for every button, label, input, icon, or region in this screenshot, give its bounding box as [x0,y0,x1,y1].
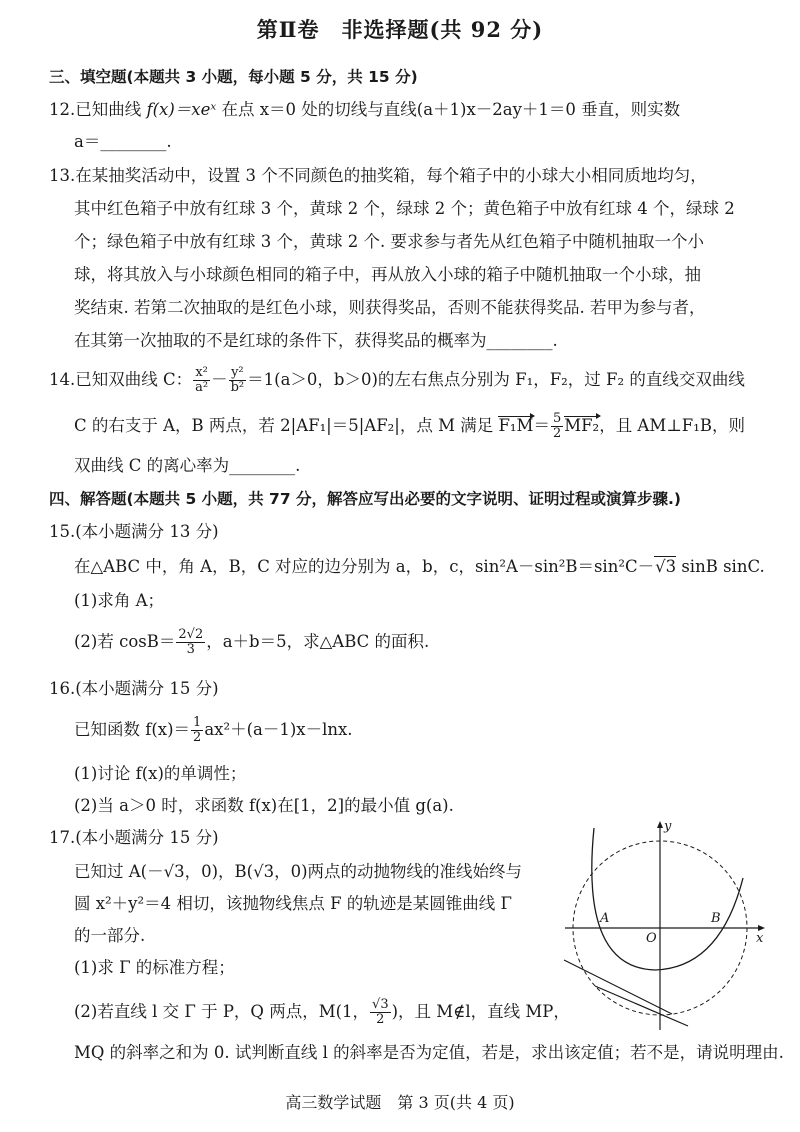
q12-line2: a＝________. [74,132,172,151]
q16-score: (本小题满分 15 分) [75,679,219,698]
q15-part2-a: (2)若 cosB＝ [74,632,176,651]
q14-text-c: C 的右支于 A，B 两点，若 2|AF₁|＝5|AF₂|，点 M 满足 [74,416,499,435]
q12-number: 12. [49,100,76,119]
q14-minus: － [211,370,228,389]
q14-frac-5-2 [551,412,563,441]
label-A: A [600,911,610,926]
tangent-line-1 [564,960,672,1014]
vector-F1M: F₁M [498,416,534,435]
frac-numerator: 5 [552,411,562,426]
q15-part2 [74,624,429,660]
q16-header [49,678,219,700]
tangent-line-2 [595,986,688,1026]
q15-header [49,521,219,543]
q16-number: 16. [49,679,76,698]
q14-line3: 双曲线 C 的离心率为________. [74,456,301,475]
page-title: 第Ⅱ卷 非选择题(共 92 分) [256,17,544,42]
q16-line1 [74,712,353,748]
q14-text-a: 已知双曲线 C： [75,370,193,389]
q15-text-a: 在△ABC 中，角 A，B，C 对应的边分别为 a，b，c，sin²A－sin²B＝sin²C－ [74,557,655,576]
q15-text-b: sinB sinC. [676,557,765,576]
q16-text-a: 已知函数 f(x)＝ [74,720,191,739]
q12-text-a: 已知曲线 [75,100,147,119]
section4-heading: 四、解答题(本题共 5 小题，共 77 分，解答应写出必要的文字说明、证明过程或演算步骤.) [49,490,681,508]
q17-line2: 圆 x²＋y²＝4 相切，该抛物线焦点 F 的轨迹是某圆锥曲线 Γ [74,894,512,913]
q14-frac-x [193,366,210,395]
q15-part2-b: ，a＋b＝5，求△ABC 的面积. [206,632,430,651]
q13-line5: 奖结束. 若第二次抽取的是红色小球，则获得奖品，否则不能获得奖品. 若甲为参与者， [74,298,706,317]
q17-part2-b: )，且 M∉l，直线 MP， [391,1002,570,1021]
q14-text-b: ＝1(a＞0，b＞0)的左右焦点分别为 F₁，F₂，过 F₂ 的直线交双曲线 [247,370,745,389]
q13-number: 13. [49,166,76,185]
q17-part2 [74,994,570,1030]
q15-line1 [74,556,765,578]
frac-denominator: a² [195,380,209,395]
q13-text: 在某抽奖活动中，设置 3 个不同颜色的抽奖箱，每个箱子中的小球大小相同质地均匀， [75,166,707,185]
frac-numerator: x² [193,366,210,381]
q14-line2 [74,408,745,444]
q14-text-d: ，且 AM⊥F₁B，则 [599,416,745,435]
q13-line4: 球，将其放入与小球颜色相同的箱子中，再从放入小球的箱子中随机抽取一个小球，抽 [74,265,701,284]
q13-line6: 在其第一次抽取的不是红球的条件下，获得奖品的概率为________. [74,331,558,350]
frac-numerator: 2√2 [178,627,204,642]
sqrt-3: √3 [655,557,677,576]
q15-score: (本小题满分 13 分) [75,522,219,541]
q15-part1: (1)求角 A； [74,591,165,610]
q16-text-b: ax²＋(a－1)x－lnx. [204,720,353,739]
q14-frac-y [229,366,247,395]
q14-number: 14. [49,370,76,389]
q12-function: f(x)＝xeˣ [146,100,217,119]
q13-line3: 个；绿色箱子中放有红球 3 个，黄球 2 个. 要求参与者先从红色箱子中随机抽取一个小 [74,232,704,251]
frac-denominator: 2 [376,1012,385,1027]
frac-numerator: 1 [193,715,202,730]
section3-heading: 三、填空题(本题共 3 小题，每小题 5 分，共 15 分) [49,68,418,86]
q16-part1: (1)讨论 f(x)的单调性； [74,764,247,783]
label-x: x [756,931,764,946]
page-footer: 高三数学试题 第 3 页(共 4 页) [285,1093,515,1112]
q13-line1 [49,165,707,187]
frac-numerator: y² [229,366,247,381]
frac-numerator: √3 [372,997,389,1012]
q14-line1 [49,362,745,398]
frac-denominator: 2 [552,426,562,441]
vector-MF2: MF₂ [564,416,600,435]
q14-equals: ＝ [533,416,550,435]
parabola-curve [592,828,743,970]
q17-score: (本小题满分 15 分) [75,828,219,847]
frac-denominator: 3 [186,642,195,657]
q12-line1 [49,99,680,121]
q15-number: 15. [49,522,76,541]
frac-denominator: b² [230,380,245,395]
q17-figure [560,818,775,1033]
q16-frac [191,716,203,745]
q17-number: 17. [49,828,76,847]
y-axis-arrow-icon [657,821,663,828]
q17-part1: (1)求 Γ 的标准方程； [74,958,235,977]
q13-line2: 其中红色箱子中放有红球 3 个，黄球 2 个，绿球 2 个；黄色箱子中放有红球 4 个，绿球 2 [74,199,735,218]
q17-line3: 的一部分. [74,926,146,945]
label-O: O [646,931,657,946]
q12-text-c: 在点 x＝0 处的切线与直线(a＋1)x－2ay＋1＝0 垂直，则实数 [216,100,681,119]
q15-frac [176,628,205,657]
q17-part2-a: (2)若直线 l 交 Γ 于 P，Q 两点，M(1， [74,1002,370,1021]
label-y: y [664,819,672,834]
label-B: B [711,911,721,926]
frac-denominator: 2 [193,730,202,745]
q17-frac [370,998,391,1027]
q16-part2: (2)当 a＞0 时，求函数 f(x)在[1，2]的最小值 g(a). [74,796,454,815]
q17-header [49,827,219,849]
q17-line1: 已知过 A(－√3，0)，B(√3，0)两点的动抛物线的准线始终与 [74,862,523,881]
q17-last-line: MQ 的斜率之和为 0. 试判断直线 l 的斜率是否为定值，若是，求出该定值；若不是，请说明理由. [74,1043,784,1062]
